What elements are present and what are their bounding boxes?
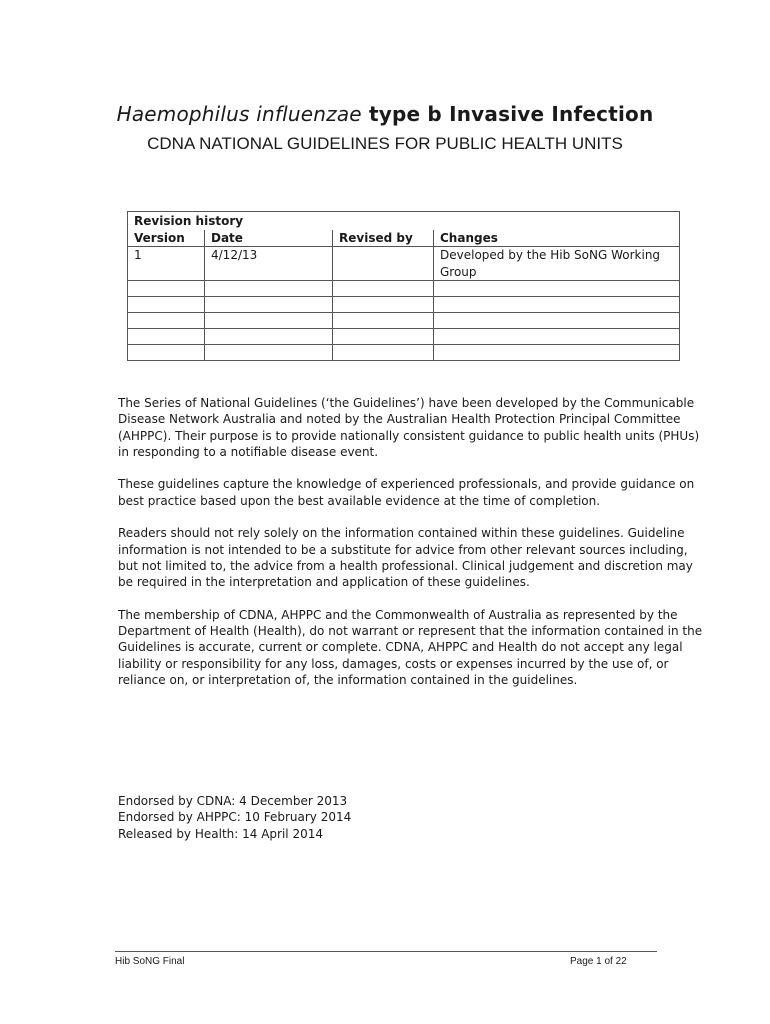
cell-changes: [434, 313, 680, 329]
cell-date: [205, 345, 333, 361]
paragraph-knowledge: These guidelines capture the knowledge of experienced professionals, and provide guidance on best practice based upon the best available evidence at the time of completion.: [118, 477, 695, 508]
cell-version: [128, 297, 205, 313]
cell-version: 1: [128, 247, 205, 281]
cell-version: [128, 329, 205, 345]
header-version: Version: [128, 230, 205, 247]
title-organism: Haemophilus influenzae: [116, 102, 362, 126]
cell-version: [128, 345, 205, 361]
revision-history-table: [127, 211, 680, 361]
cell-version: [128, 313, 205, 329]
cell-revised-by: [333, 247, 434, 281]
paragraph-reliance: Readers should not rely solely on the information contained within these guidelines. Guideline information is not intended to be a substitute for advice from other relevant sources including, but not limited to, the advice from a health professional. Clinical judgement and discretion may be required in the interpretation and application of these guidelines.: [118, 526, 693, 590]
header-changes: Changes: [434, 230, 680, 247]
table-row: [128, 247, 680, 281]
header-revised-by: Revised by: [333, 230, 434, 247]
footer-document-name: Hib SoNG Final: [115, 956, 185, 967]
cell-revised-by: [333, 281, 434, 297]
cell-revised-by: [333, 345, 434, 361]
table-row: [128, 297, 680, 313]
document-title: [0, 102, 770, 126]
cell-date: [205, 329, 333, 345]
cell-revised-by: [333, 329, 434, 345]
cell-date: [205, 297, 333, 313]
document-subtitle: CDNA NATIONAL GUIDELINES FOR PUBLIC HEALTH UNITS: [147, 134, 623, 153]
table-row: [128, 345, 680, 361]
endorsement-ahppc: Endorsed by AHPPC: 10 February 2014: [118, 810, 352, 825]
release-health: Released by Health: 14 April 2014: [118, 826, 323, 841]
cell-changes: Developed by the Hib SoNG Working Group: [434, 247, 680, 281]
endorsement-cdna: Endorsed by CDNA: 4 December 2013: [118, 794, 348, 808]
table-row: [128, 281, 680, 297]
cell-date: [205, 313, 333, 329]
endorsement-block: [118, 793, 618, 842]
footer-page-number: Page 1 of 22: [570, 956, 627, 967]
table-row: [128, 313, 680, 329]
cell-date: 4/12/13: [205, 247, 333, 281]
paragraph-intro: The Series of National Guidelines (‘the Guidelines’) have been developed by the Communicable Disease Network Australia and noted by the Australian Health Protection Principal Committee (AHPPC). Their purpose is to provide nationally consistent guidance to public health units (PHUs) in responding to a notifiable disease event.: [118, 396, 700, 459]
cell-revised-by: [333, 297, 434, 313]
table-row: [128, 329, 680, 345]
title-rest: type b Invasive Infection: [368, 102, 654, 126]
cell-changes: [434, 297, 680, 313]
footer-divider: [115, 951, 657, 952]
cell-revised-by: [333, 313, 434, 329]
cell-changes: [434, 345, 680, 361]
revision-history-caption: Revision history: [128, 212, 680, 230]
cell-changes: [434, 329, 680, 345]
body-text: [118, 395, 703, 705]
header-date: Date: [205, 230, 333, 247]
cell-date: [205, 281, 333, 297]
paragraph-disclaimer: The membership of CDNA, AHPPC and the Commonwealth of Australia as represented by the Department of Health (Health), do not warrant or represent that the information contained in the Guidelines is accurate, current or complete. CDNA, AHPPC and Health do not accept any legal liability or responsibility for any loss, damages, costs or expenses incurred by the use of, or reliance on, or interpretation of, the information contained in the guidelines.: [118, 607, 703, 688]
cell-version: [128, 281, 205, 297]
cell-changes: [434, 281, 680, 297]
